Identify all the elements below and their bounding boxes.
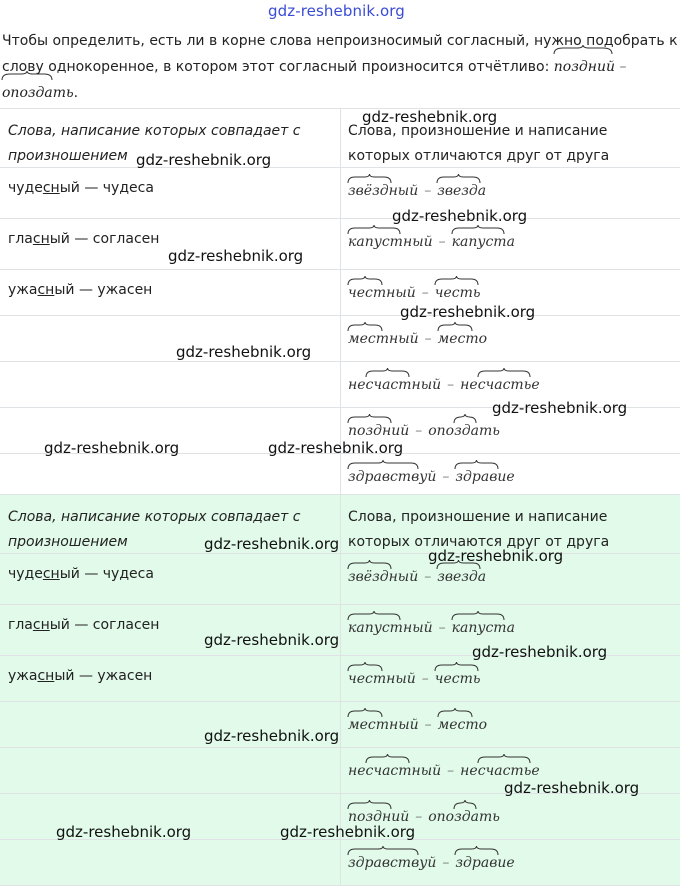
watermark: gdz-reshebnik.org [472,643,608,661]
intro-text: Чтобы определить, есть ли в корне слова непроизносимый согласный, нужно подобрать к слову однокоренное, в котором этот согласный произносится отчётливо: [2,33,678,75]
table-header-row [0,495,680,554]
watermark: gdz-reshebnik.org [362,108,498,126]
col1-word-pair: чудесный — чудеса [8,180,154,196]
watermark: gdz-reshebnik.org [168,247,304,265]
watermark: gdz-reshebnik.org [44,439,180,457]
col2-word-pair: капустный – капуста [348,234,515,250]
col2-word-pair: капустный – капуста [348,620,515,636]
table-row [0,554,680,605]
col2-header: Слова, произношение и написание которых отличаются друг от друга [348,123,610,164]
intro-example-b: опоздать [2,85,74,101]
col2-word-pair: поздний – опо здать [348,423,500,439]
col1-header: Слова, написание которых совпадает с произношением [8,509,301,550]
col1-word-pair: гласный — согласен [8,231,160,247]
table-header-row [0,109,680,168]
watermark: gdz-reshebnik.org [492,399,628,417]
watermark: gdz-reshebnik.org [280,823,416,841]
watermark: gdz-reshebnik.org [204,727,340,745]
col2-word-pair: не счастный – не счастье [348,377,540,393]
site-header-link[interactable]: gdz-reshebnik.org [268,2,405,20]
watermark: gdz-reshebnik.org [56,823,192,841]
col2-word-pair: поздний – опо здать [348,809,500,825]
table-row [0,219,680,270]
col2-word-pair: честный – честь [348,285,481,301]
intro-paragraph [2,28,678,106]
col2-word-pair: не счастный – не счастье [348,763,540,779]
col1-word-pair: гласный — согласен [8,617,160,633]
col2-word-pair: звёздный – звезда [348,183,486,199]
table-row [0,316,680,362]
intro-period: . [73,85,79,101]
col1-word-pair: ужасный — ужасен [8,282,153,298]
watermark: gdz-reshebnik.org [400,303,536,321]
intro-dash: – [619,59,627,75]
watermark: gdz-reshebnik.org [136,151,272,169]
col2-header: Слова, произношение и написание которых отличаются друг от друга [348,509,610,550]
table-row [0,702,680,748]
col2-word-pair: честный – честь [348,671,481,687]
col2-word-pair: звёздный – звезда [348,569,486,585]
table-row [0,656,680,702]
watermark: gdz-reshebnik.org [204,535,340,553]
watermark: gdz-reshebnik.org [204,631,340,649]
col2-word-pair: местный – место [348,331,487,347]
col1-header: Слова, написание которых совпадает с произношением [8,123,301,164]
watermark: gdz-reshebnik.org [176,343,312,361]
col2-word-pair: здравствуй – здравие [348,469,515,485]
intro-example-a: поздний [554,59,615,75]
table-row [0,840,680,886]
col2-word-pair: здравствуй – здравие [348,855,515,871]
table-row [0,168,680,219]
watermark: gdz-reshebnik.org [428,547,564,565]
watermark: gdz-reshebnik.org [268,439,404,457]
watermark: gdz-reshebnik.org [504,779,640,797]
table-row [0,270,680,316]
col2-word-pair: местный – место [348,717,487,733]
col1-word-pair: ужасный — ужасен [8,668,153,684]
watermark: gdz-reshebnik.org [392,207,528,225]
col1-word-pair: чудесный — чудеса [8,566,154,582]
